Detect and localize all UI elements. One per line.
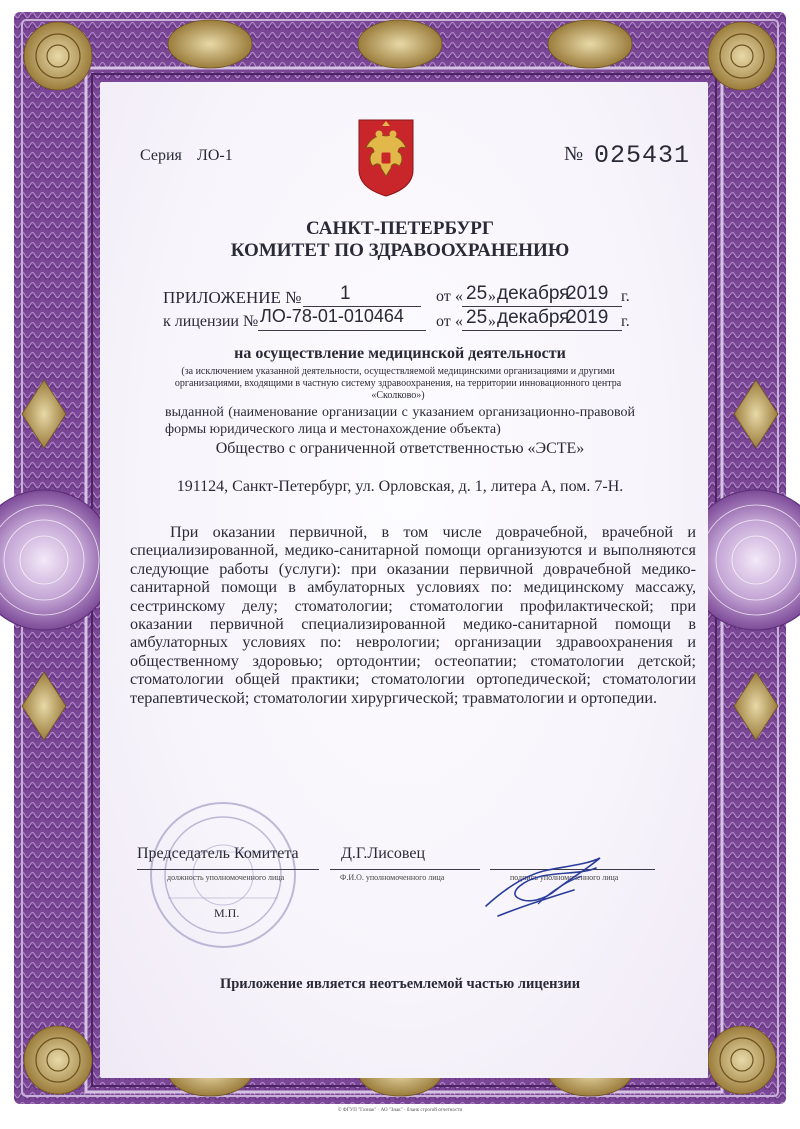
license-month: декабря — [497, 307, 570, 328]
license-close-quote: » — [488, 313, 496, 330]
license-number: ЛО-78-01-010464 — [260, 306, 404, 326]
footer-note: Приложение является неотъемлемой частью лицензии — [219, 976, 581, 992]
license-year-suffix: г. — [621, 313, 630, 330]
position-hint: должность уполномоченного лица — [167, 873, 285, 882]
committee-heading: КОМИТЕТ ПО ЗДРАВООХРАНЕНИЮ — [230, 240, 570, 261]
organization-address: 191124, Санкт-Петербург, ул. Орловская, д. 1, литера А, пом. 7-Н. — [176, 478, 624, 495]
appendix-day: 25 — [466, 283, 488, 304]
name-hint: Ф.И.О. уполномоченного лица — [340, 873, 445, 882]
appendix-month: декабря — [497, 283, 570, 304]
appendix-year-suffix: г. — [621, 288, 630, 305]
coat-of-arms-icon — [357, 118, 415, 198]
license-open-quote: « — [455, 313, 463, 330]
license-year: 2019 — [566, 307, 609, 328]
appendix-number: 1 — [340, 283, 351, 304]
number-sign: № — [564, 143, 584, 165]
printer-imprint: © ФГУП "Гознак" · АО "Знак" · бланк строгой отчетности — [337, 1108, 463, 1113]
license-label: к лицензии № — [163, 313, 259, 330]
signer-name: Д.Г.Лисовец — [341, 845, 425, 862]
license-day: 25 — [466, 307, 488, 328]
appendix-open-quote: « — [455, 288, 463, 305]
series-label: Серия — [140, 147, 182, 164]
services-paragraph: При оказании первичной, в том числе доврачебной, врачебной и специализированной, медико-санитарной помощи организуются и выполняются следующие работы (услуги): при оказании первичной доврачебной медико-санитарной помощи в амбулаторных условиях по: медицинскому массажу, сестринскому делу; стоматологии; стоматологии профилактической; при оказании первичной специализированной медико-санитарной помощи в амбулаторных условиях по: неврологии; организации здравоохранения и общественному здоровью; ортодонтии; остеопатии; стоматологии детской; стоматологии общей практики; стоматологии ортопедической; стоматологии терапевтической; стоматологии хирургической; травматологии и ортопедии. — [130, 523, 696, 707]
organization-name: Общество с ограниченной ответственностью «ЭСТЕ» — [215, 440, 585, 457]
series-value: ЛО-1 — [197, 147, 233, 164]
city-heading: САНКТ-ПЕТЕРБУРГ — [306, 218, 494, 239]
form-number: 025431 — [594, 141, 691, 170]
appendix-close-quote: » — [488, 288, 496, 305]
activity-title: на осуществление медицинской деятельности — [234, 345, 566, 362]
signer-position: Председатель Комитета — [137, 845, 299, 862]
license-from-label: от — [436, 313, 451, 330]
signature-hint: подпись уполномоченного лица — [510, 873, 619, 882]
seal-place: М.П. — [214, 906, 240, 920]
issued-to-caption: выданной (наименование организации с указанием организационно-правовой формы юридического лица и местонахождение объекта) — [165, 405, 635, 437]
appendix-from-label: от — [436, 288, 451, 305]
appendix-year: 2019 — [566, 283, 609, 304]
handwritten-signature — [478, 846, 618, 926]
appendix-label: ПРИЛОЖЕНИЕ № — [163, 288, 302, 307]
activity-exclusion-note: (за исключением указанной деятельности, осуществляемой медицинскими организациями и другими организациями, входящими в частную систему здравоохранения, на территории инновационного центра «Сколково») — [174, 366, 622, 401]
